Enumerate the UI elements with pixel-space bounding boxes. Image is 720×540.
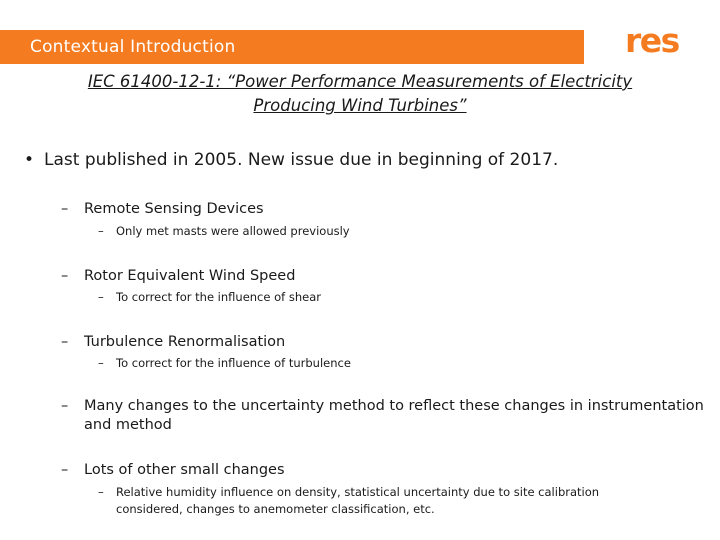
list-item-text xyxy=(84,397,704,435)
sub-list-item-text: Only met masts were allowed previously xyxy=(116,224,350,238)
list-item xyxy=(61,200,264,219)
list-item-text-line-1: Many changes to the uncertainty method to reflect these changes in instrumentation xyxy=(84,398,704,414)
list-item-text: Turbulence Renormalisation xyxy=(84,334,286,350)
list-item xyxy=(61,397,704,435)
sub-list-item-text-line-1: Relative humidity influence on density, statistical uncertainty due to site calibration xyxy=(116,485,600,499)
bullet-marker: • xyxy=(24,150,35,170)
slide-title xyxy=(40,70,680,118)
section-title: Contextual Introduction xyxy=(30,37,236,57)
main-bullet-text: Last published in 2005. New issue due in beginning of 2017. xyxy=(44,150,559,170)
list-item xyxy=(61,333,285,352)
list-item-text: Rotor Equivalent Wind Speed xyxy=(84,268,296,284)
list-item-text: Lots of other small changes xyxy=(84,462,285,478)
sub-list-item xyxy=(98,484,599,518)
sub-list-item-text: To correct for the influence of turbulence xyxy=(116,356,351,370)
slide-title-line-2: Producing Wind Turbines” xyxy=(253,96,467,115)
sub-list-item xyxy=(98,223,350,240)
res-logo: res xyxy=(625,21,679,60)
sub-list-item-text xyxy=(116,484,599,518)
dash-marker: – xyxy=(61,201,69,217)
list-item-text-line-2: and method xyxy=(84,417,172,433)
dash-marker: – xyxy=(98,224,104,238)
dash-marker: – xyxy=(98,356,104,370)
sub-list-item xyxy=(98,289,321,306)
list-item xyxy=(61,267,295,286)
list-item-text: Remote Sensing Devices xyxy=(84,201,264,217)
sub-list-item-text: To correct for the influence of shear xyxy=(116,290,321,304)
header-bar xyxy=(0,30,584,64)
dash-marker: – xyxy=(98,485,104,499)
dash-marker: – xyxy=(61,398,69,414)
dash-marker: – xyxy=(61,334,69,350)
dash-marker: – xyxy=(98,290,104,304)
sub-list-item xyxy=(98,355,351,372)
slide-title-line-1: IEC 61400-12-1: “Power Performance Measurements of Electricity xyxy=(87,72,633,91)
dash-marker: – xyxy=(61,462,69,478)
main-bullet xyxy=(24,150,558,170)
list-item xyxy=(61,461,285,480)
sub-list-item-text-line-2: considered, changes to anemometer classification, etc. xyxy=(116,502,435,516)
dash-marker: – xyxy=(61,268,69,284)
